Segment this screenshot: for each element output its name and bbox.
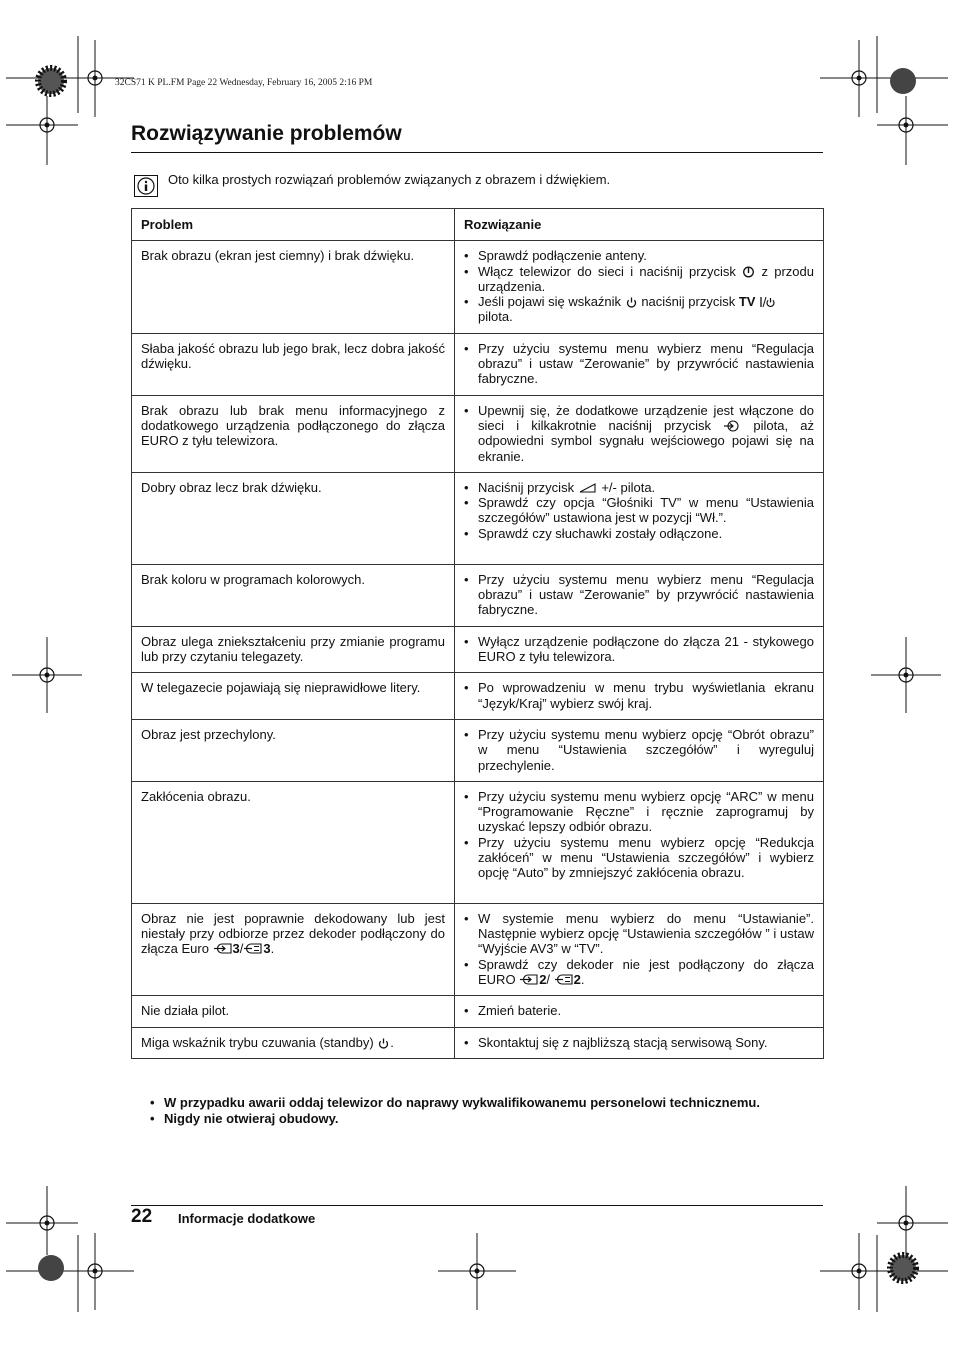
power-icon (742, 266, 755, 278)
solution-item: • Sprawdź czy słuchawki zostały odłączone. (463, 526, 814, 541)
table-row (132, 673, 824, 720)
solution-cell (455, 564, 824, 626)
solution-cell (455, 333, 824, 395)
scart-in-icon (519, 973, 539, 986)
table-row (132, 996, 824, 1027)
safety-notes (150, 1095, 760, 1126)
problem-cell: Brak obrazu (ekran jest ciemny) i brak dźwięku. (132, 241, 455, 333)
input-icon (723, 420, 741, 432)
solution-cell (455, 395, 824, 472)
tv-label: TV (738, 294, 756, 310)
solution-item: • Naciśnij przycisk +/- pilota. (463, 480, 814, 495)
troubleshooting-table (131, 208, 824, 1059)
table-row (132, 564, 824, 626)
title-divider (131, 152, 823, 153)
solution-item: • W systemie menu wybierz do menu “Ustawianie”. Następnie wybierz opcję “Ustawienia szczegółów ” i ustaw “Wyjście AV3” w “TV”. (463, 911, 814, 957)
page-number: 22 (131, 1206, 153, 1227)
problem-cell: Brak koloru w programach kolorowych. (132, 564, 455, 626)
solution-cell (455, 996, 824, 1027)
solution-item: • Po wprowadzeniu w menu trybu wyświetlania ekranu “Język/Kraj” wybierz swój kraj. (463, 680, 814, 711)
table-header-row (132, 209, 824, 241)
table-row (132, 903, 824, 995)
solution-cell (455, 781, 824, 903)
column-header-problem: Problem (132, 209, 455, 241)
solution-item: • Sprawdź podłączenie anteny. (463, 248, 814, 263)
solution-item: • Upewnij się, że dodatkowe urządzenie jest włączone do sieci i kilkakrotnie naciśnij przycisk pilota, aż odpowiedni symbol sygnału wejściowego pojawi się na ekranie. (463, 403, 814, 464)
scart-out-icon (243, 942, 263, 955)
table-row (132, 781, 824, 903)
solution-item: • Jeśli pojawi się wskaźnik naciśnij przycisk TV pilota. (463, 294, 814, 325)
note-item: • W przypadku awarii oddaj telewizor do naprawy wykwalifikowanemu personelowi technicznemu. (150, 1095, 760, 1111)
solution-item: • Przy użyciu systemu menu wybierz menu “Regulacja obrazu” i ustaw “Zerowanie” by przywrócić nastawienia fabryczne. (463, 341, 814, 387)
table-row (132, 241, 824, 333)
problem-cell: Obraz jest przechylony. (132, 719, 455, 781)
problem-cell: Nie działa pilot. (132, 996, 455, 1027)
column-header-solution: Rozwiązanie (455, 209, 824, 241)
problem-cell: Słaba jakość obrazu lub jego brak, lecz dobra jakość dźwięku. (132, 333, 455, 395)
section-name: Informacje dodatkowe (178, 1211, 316, 1226)
solution-item: • Zmień baterie. (463, 1003, 814, 1018)
problem-cell: Miga wskaźnik trybu czuwania (standby) . (132, 1027, 455, 1058)
table-row (132, 1027, 824, 1058)
scart-out-icon (554, 973, 574, 986)
scart-in-icon (213, 942, 233, 955)
solution-cell (455, 673, 824, 720)
solution-item: • Przy użyciu systemu menu wybierz opcję “Redukcja zakłóceń” w menu “Ustawienia szczegółów” i wybierz opcję “Auto” by zmniejszyć zakłócenia obrazu. (463, 835, 814, 881)
problem-cell: Dobry obraz lecz brak dźwięku. (132, 472, 455, 564)
solution-item: • Skontaktuj się z najbliższą stacją serwisową Sony. (463, 1035, 814, 1050)
table-row (132, 333, 824, 395)
solution-cell (455, 626, 824, 673)
solution-item: • Przy użyciu systemu menu wybierz opcję “ARC” w menu “Programowanie Ręczne” i ręcznie zaprogramuj by uzyskać lepszy odbiór obrazu. (463, 789, 814, 835)
standby-icon (377, 1037, 390, 1049)
solution-item: • Przy użyciu systemu menu wybierz menu “Regulacja obrazu” i ustaw “Zerowanie” by przywrócić nastawienia fabryczne. (463, 572, 814, 618)
info-icon (134, 175, 158, 197)
problem-cell: Zakłócenia obrazu. (132, 781, 455, 903)
solution-cell (455, 472, 824, 564)
solution-cell (455, 241, 824, 333)
table-row (132, 472, 824, 564)
problem-cell: Obraz ulega zniekształceniu przy zmianie programu lub przy czytaniu telegazety. (132, 626, 455, 673)
footer-divider (131, 1205, 823, 1206)
problem-cell: Brak obrazu lub brak menu informacyjnego z dodatkowego urządzenia podłączonego do złącza EURO z tyłu telewizora. (132, 395, 455, 472)
solution-item: • Przy użyciu systemu menu wybierz opcję “Obrót obrazu” w menu “Ustawienia szczegółów” i wyreguluj przechylenie. (463, 727, 814, 773)
problem-cell: W telegazecie pojawiają się nieprawidłowe litery. (132, 673, 455, 720)
solution-cell (455, 903, 824, 995)
page-title: Rozwiązywanie problemów (131, 122, 402, 145)
solution-item: • Włącz telewizor do sieci i naciśnij przycisk z przodu urządzenia. (463, 264, 814, 295)
note-item: • Nigdy nie otwieraj obudowy. (150, 1111, 760, 1127)
intro-text: Oto kilka prostych rozwiązań problemów związanych z obrazem i dźwiękiem. (168, 172, 611, 187)
table-row (132, 626, 824, 673)
problem-cell: Obraz nie jest poprawnie dekodowany lub jest niestały przy odbiorze przez dekoder podłączony do złącza Euro 3/ 3. (132, 903, 455, 995)
volume-icon (578, 482, 598, 494)
solution-cell (455, 1027, 824, 1058)
solution-cell (455, 719, 824, 781)
solution-item: • Sprawdź czy opcja “Głośniki TV” w menu “Ustawienia szczegółów” ustawiona jest w pozycji “Wł.”. (463, 495, 814, 526)
print-header: 32CS71 K PL.FM Page 22 Wednesday, February 16, 2005 2:16 PM (115, 78, 373, 88)
table-row (132, 719, 824, 781)
standby-icon (625, 296, 638, 308)
solution-item: • Sprawdź czy dekoder nie jest podłączony do złącza EURO 2/ 2. (463, 957, 814, 988)
table-row (132, 395, 824, 472)
tv-power-icon (759, 296, 775, 308)
solution-item: • Wyłącz urządzenie podłączone do złącza 21 - stykowego EURO z tyłu telewizora. (463, 634, 814, 665)
